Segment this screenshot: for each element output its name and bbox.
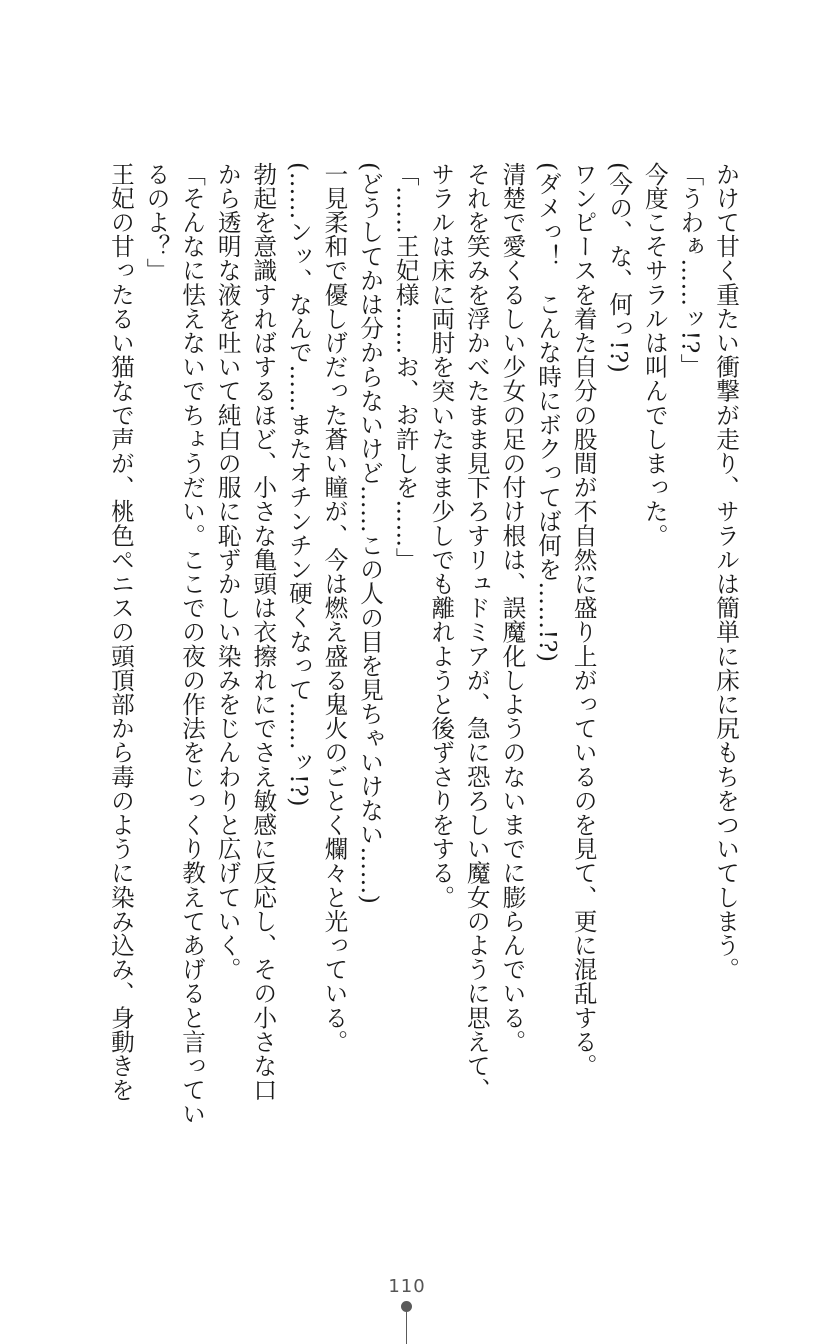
text-line: ワンピースを着た自分の股間が不自然に盛り上がっているのを見て、更に混乱する。 <box>569 162 598 1078</box>
vertical-text-body <box>102 162 743 1126</box>
text-line: 勃起を意識すればするほど、小さな亀頭は衣擦れにでさえ敏感に反応し、その小さな口 <box>249 162 278 1102</box>
text-line: 「そんなに怯えないでちょうだい。ここでの夜の作法をじっくり教えてあげると言ってい <box>178 162 207 1126</box>
text-line: 清楚で愛くるしい少女の足の付け根は、誤魔化しようのないまでに膨らんでいる。 <box>498 162 527 1054</box>
text-line: 今度こそサラルは叫んでしまった。 <box>640 162 669 548</box>
text-line: 王妃の甘ったるい猫なで声が、桃色ペニスの頭頂部から毒のように染み込み、身動きを <box>106 162 135 1102</box>
text-line: (今の、な、何っ!?) <box>605 162 634 374</box>
text-line: 一見柔和で優しげだった蒼い瞳が、今は燃え盛る鬼火のごとく爛々と光っている。 <box>320 162 349 1054</box>
text-line: から透明な液を吐いて純白の服に恥ずかしい染みをじんわりと広げていく。 <box>213 162 242 982</box>
text-line: (ダメっ！ こんな時にボクってば何を……!?) <box>534 162 563 663</box>
text-line: 「……王妃様……お、お許しを……」 <box>391 162 420 572</box>
text-line: るのよ？」 <box>142 162 171 283</box>
page-number: 110 <box>388 1276 426 1297</box>
text-line: かけて甘く重たい衝撃が走り、サラルは簡単に床に尻もちをついてしまう。 <box>712 162 740 982</box>
text-line: (……ンッ、なんで……またオチンチン硬くなって……ッ!?) <box>284 162 313 808</box>
text-line: (どうしてかは分からないけど……この人の目を見ちゃいけない……) <box>356 162 385 905</box>
text-line: サラルは床に両肘を突いたまま少しでも離れようと後ずさりをする。 <box>427 162 456 910</box>
page-marker-line <box>406 1311 407 1344</box>
text-line: それを笑みを浮かべたまま見下ろすリュドミアが、急に恐ろしい魔女のように思えて、 <box>462 162 491 1102</box>
text-line: 「うわぁ……ッ!?」 <box>676 162 705 378</box>
